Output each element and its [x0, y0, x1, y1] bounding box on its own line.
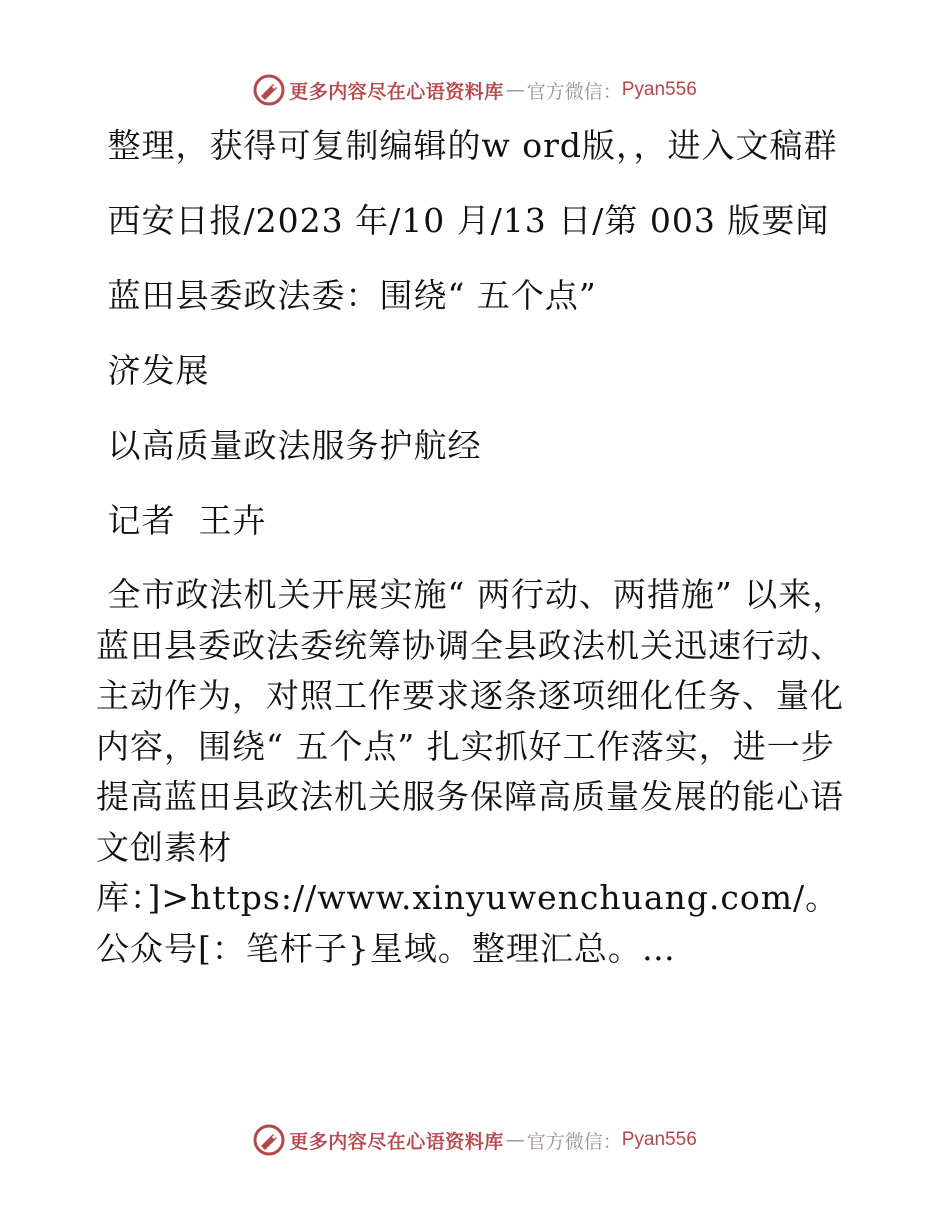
footer-banner — [0, 1120, 950, 1160]
banner-wechat-label: 官方微信： — [526, 80, 622, 103]
banner-main-text: 更多内容尽在心语资料库 — [289, 1130, 504, 1153]
document-body — [96, 120, 856, 974]
banner-wechat-id: Pyan556 — [621, 79, 697, 100]
header-banner — [0, 70, 950, 110]
headline-line-1: 蓝田县委政法委：围绕“ 五个点” — [96, 276, 597, 315]
banner-wechat-id: Pyan556 — [621, 1129, 697, 1150]
pen-nib-logo-icon — [253, 1124, 285, 1156]
headline-line-3: 以高质量政法服务护航经 — [96, 426, 482, 465]
banner-wechat-label: 官方微信： — [526, 1130, 622, 1153]
banner-main-text: 更多内容尽在心语资料库 — [289, 80, 504, 103]
byline: 记者 王卉 — [96, 501, 267, 540]
pen-nib-logo-icon — [253, 74, 285, 106]
headline-line-2: 济发展 — [96, 351, 210, 390]
banner-separator: — — [505, 1129, 525, 1151]
banner-separator: — — [505, 79, 525, 101]
source-line: 西安日报/2023 年/10 月/13 日/第 003 版要闻 — [96, 201, 830, 240]
body-paragraph: 全市政法机关开展实施“ 两行动、两措施” 以来，蓝田县委政法委统筹协调全县政法机关迅速行动、主动作为，对照工作要求逐条逐项细化任务、量化内容，围绕“ 五个点” 扎实抓好工作落实，进一步提高蓝田县政法机关服务保障高质量发展的能心语文创素材库：]>https://www.xinyuwenchuang.com/。公众号[：笔杆子}星域。整理汇总。… — [96, 575, 847, 968]
intro-line: 整理，获得可复制编辑的w ord版，，进入文稿群 — [96, 126, 838, 165]
